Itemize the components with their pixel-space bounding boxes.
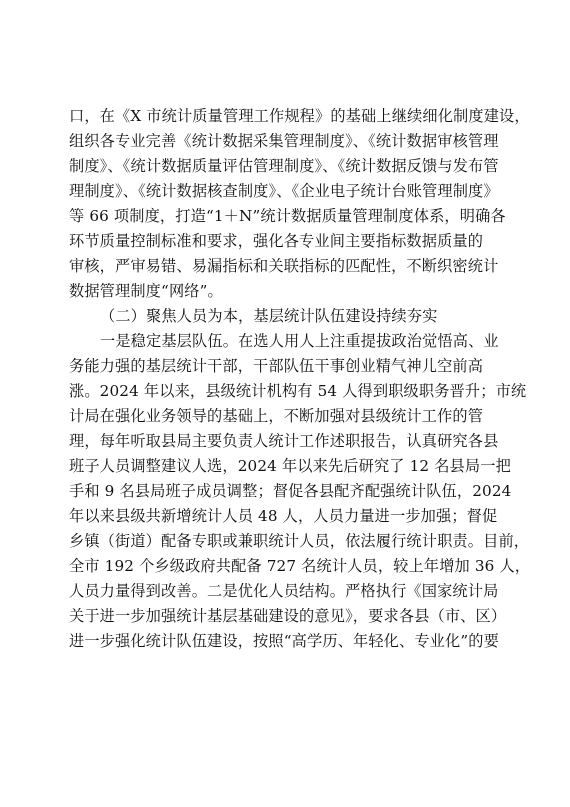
- text-line: 环节质量控制标准和要求，强化各专业间主要指标数据质量的: [69, 232, 484, 250]
- text-line: 组织各专业完善《统计数据采集管理制度》、《统计数据审核管理: [69, 132, 499, 150]
- text-line: 涨。2024 年以来，县级统计机构有 54 人得到职级职务晋升；市统: [69, 382, 527, 400]
- text-line: 审核，严审易错、易漏指标和关联指标的匹配性，不断织密统计: [69, 257, 499, 275]
- text-line: 年以来县级共新增统计人员 48 人，人员力量进一步加强；督促: [69, 507, 498, 525]
- text-line: 务能力强的基层统计干部，干部队伍干事创业精气神儿空前高: [69, 357, 484, 375]
- text-line: 关于进一步加强统计基层基础建设的意见》，要求各县（市、区）: [69, 607, 507, 625]
- text-line: 理，每年听取县局主要负责人统计工作述职报告，认真研究各县: [69, 432, 499, 450]
- text-line: 等 66 项制度，打造“1＋N”统计数据质量管理制度体系，明确各: [69, 207, 506, 225]
- text-line: 全市 192 个乡级政府共配备 727 名统计人员，较上年增加 36 人，: [69, 557, 531, 575]
- paragraph-start-line: 一是稳定基层队伍。在选人用人上注重提拔政治觉悟高、业: [100, 332, 499, 350]
- text-line: 理制度》、《统计数据核查制度》、《企业电子统计台账管理制度》: [69, 182, 499, 200]
- text-line: 制度》、《统计数据质量评估管理制度》、《统计数据反馈与发布管: [69, 157, 499, 175]
- text-line: 数据管理制度“网络”。: [69, 282, 223, 300]
- text-line: 人员力量得到改善。二是优化人员结构。严格执行《国家统计局: [69, 582, 499, 600]
- section-heading: （二）聚焦人员为本，基层统计队伍建设持续夯实: [100, 307, 438, 325]
- text-line: 口，在《X 市统计质量管理工作规程》的基础上继续细化制度建设，: [69, 107, 530, 125]
- body-text: [69, 104, 531, 654]
- text-line: 乡镇（街道）配备专职或兼职统计人员，依法履行统计职责。目前，: [69, 532, 530, 550]
- text-line: 班子人员调整建议人选，2024 年以来先后研究了 12 名县局一把: [69, 457, 511, 475]
- text-line: 进一步强化统计队伍建设，按照“高学历、年轻化、专业化”的要: [69, 632, 499, 650]
- text-line: 手和 9 名县局班子成员调整；督促各县配齐配强统计队伍，2024: [69, 482, 512, 500]
- text-line: 计局在强化业务领导的基础上，不断加强对县级统计工作的管: [69, 407, 484, 425]
